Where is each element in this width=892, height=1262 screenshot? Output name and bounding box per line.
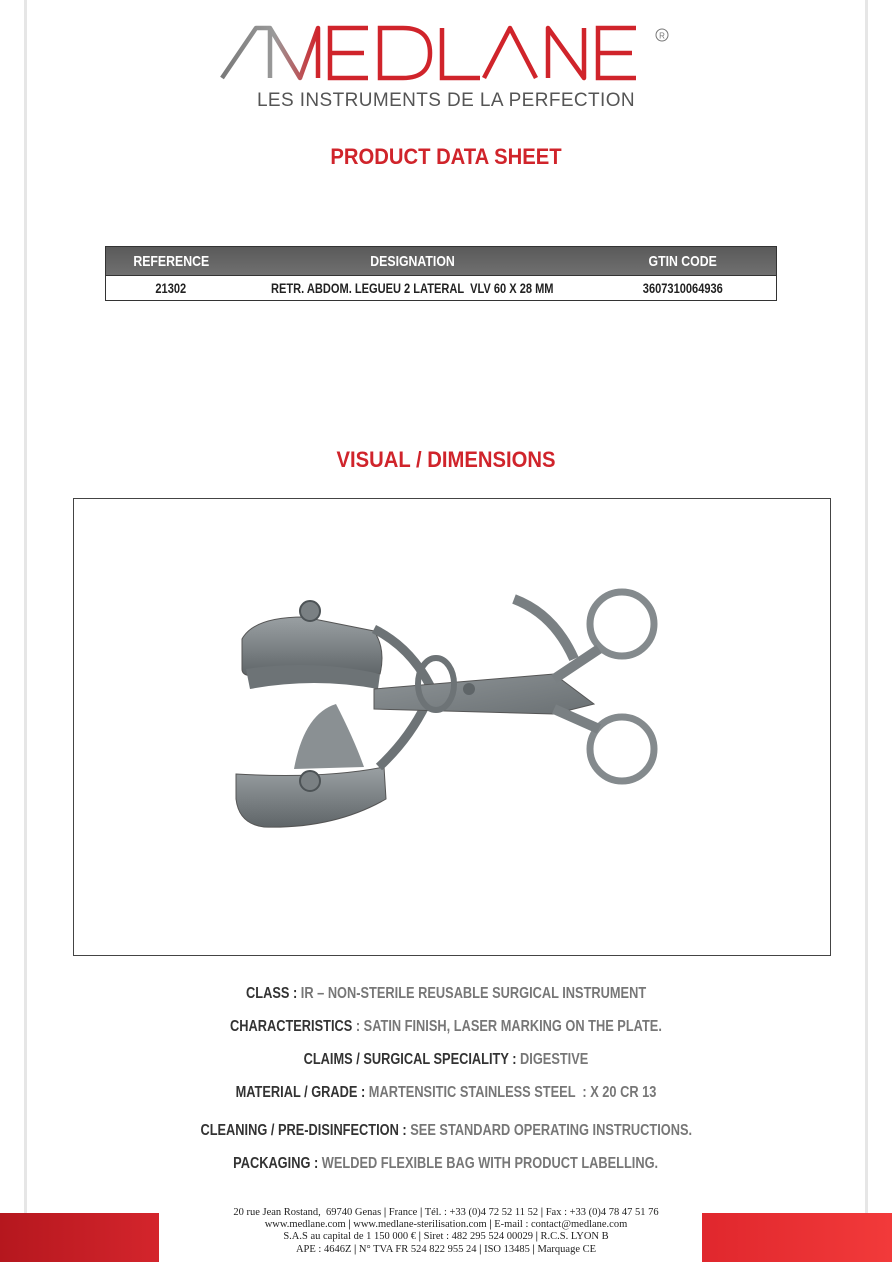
visual-dimensions-title: VISUAL / DIMENSIONS [336,447,556,472]
registered-mark: R [659,31,665,41]
header-gtin: GTIN CODE [648,252,717,270]
table-header-row [106,247,776,275]
retractor-image [74,499,829,954]
spec-characteristics-label: CHARACTERISTICS [230,1018,356,1035]
footer-sterilisation-link[interactable]: www.medlane-sterilisation.com [353,1219,487,1231]
right-border-line [865,0,868,1222]
cell-designation: RETR. ABDOM. LEGUEU 2 LATERAL VLV 60 X 28 MM [271,280,554,296]
footer-ape: APE : 4646Z [295,1243,352,1255]
spec-claims [0,1051,892,1069]
spec-cleaning-value: SEE STANDARD OPERATING INSTRUCTIONS. [409,1122,692,1139]
footer-rcs: R.C.S. LYON B [540,1231,609,1243]
spec-packaging-label: PACKAGING : [233,1155,323,1172]
header-designation: DESIGNATION [370,252,455,270]
footer-email-link[interactable]: E-mail : contact@medlane.com [494,1219,628,1231]
footer-tel: Tél. : +33 (0)4 72 52 11 52 [424,1207,539,1218]
left-border-line [24,0,27,1222]
header-reference: REFERENCE [132,252,209,270]
footer-siret: Siret : 482 295 524 00029 [423,1231,533,1243]
spec-class [0,985,892,1003]
spec-cleaning-label: CLEANING / PRE-DISINFECTION : [200,1122,410,1139]
spec-characteristics [0,1018,892,1036]
spec-material-value: MARTENSITIC STAINLESS STEEL : X 20 CR 13 [368,1084,657,1101]
spec-packaging-value: WELDED FLEXIBLE BAG WITH PRODUCT LABELLING. [322,1155,659,1172]
spec-cleaning [0,1122,892,1140]
reference-table [105,246,777,301]
footer-address: 20 rue Jean Rostand, 69740 Genas [233,1207,382,1218]
footer-ce: Marquage CE [537,1243,597,1255]
footer-iso: ISO 13485 [484,1243,530,1255]
cell-gtin: 3607310064936 [642,280,723,296]
footer-country: France [388,1207,418,1218]
spec-class-label: CLASS : [245,985,301,1002]
spec-claims-label: CLAIMS / SURGICAL SPECIALITY : [303,1051,521,1068]
spec-class-value: IR – NON-STERILE REUSABLE SURGICAL INSTRUMENT [300,985,647,1002]
brand-tagline: LES INSTRUMENTS DE LA PERFECTION [256,90,636,111]
product-data-sheet-title: PRODUCT DATA SHEET [330,144,562,169]
footer-capital: S.A.S au capital de 1 150 000 € [283,1231,417,1243]
spec-packaging [0,1155,892,1173]
footer-contact: 20 rue Jean Rostand, 69740 Genas | France | Tél. : +33 (0)4 72 52 11 52 | Fax : +33 (0)4 78 47 51 76 www.medlane.com | www.medlane-sterilisation.com | E-mail : contact@medlane.com S.A.S au capital de 1 150 000 € | Siret : 482 295 524 00029 | R.C.S. LYON B APE : 4646Z | N° TVA FR 524 822 955 24 | ISO 13485 | Marquage CE [233,1207,659,1255]
table-row [106,275,776,300]
footer-fax: Fax : +33 (0)4 78 47 51 76 [545,1207,659,1218]
spec-claims-value: DIGESTIVE [520,1051,589,1068]
product-visual-box [73,498,831,956]
footer-tva: N° TVA FR 524 822 955 24 [358,1243,477,1255]
spec-material [0,1084,892,1102]
cell-reference: 21302 [155,280,187,296]
footer-website-link[interactable]: www.medlane.com [264,1219,346,1231]
medlane-logo [218,20,678,82]
spec-material-label: MATERIAL / GRADE : [235,1084,369,1101]
spec-characteristics-value: : SATIN FINISH, LASER MARKING ON THE PLATE. [355,1018,662,1035]
